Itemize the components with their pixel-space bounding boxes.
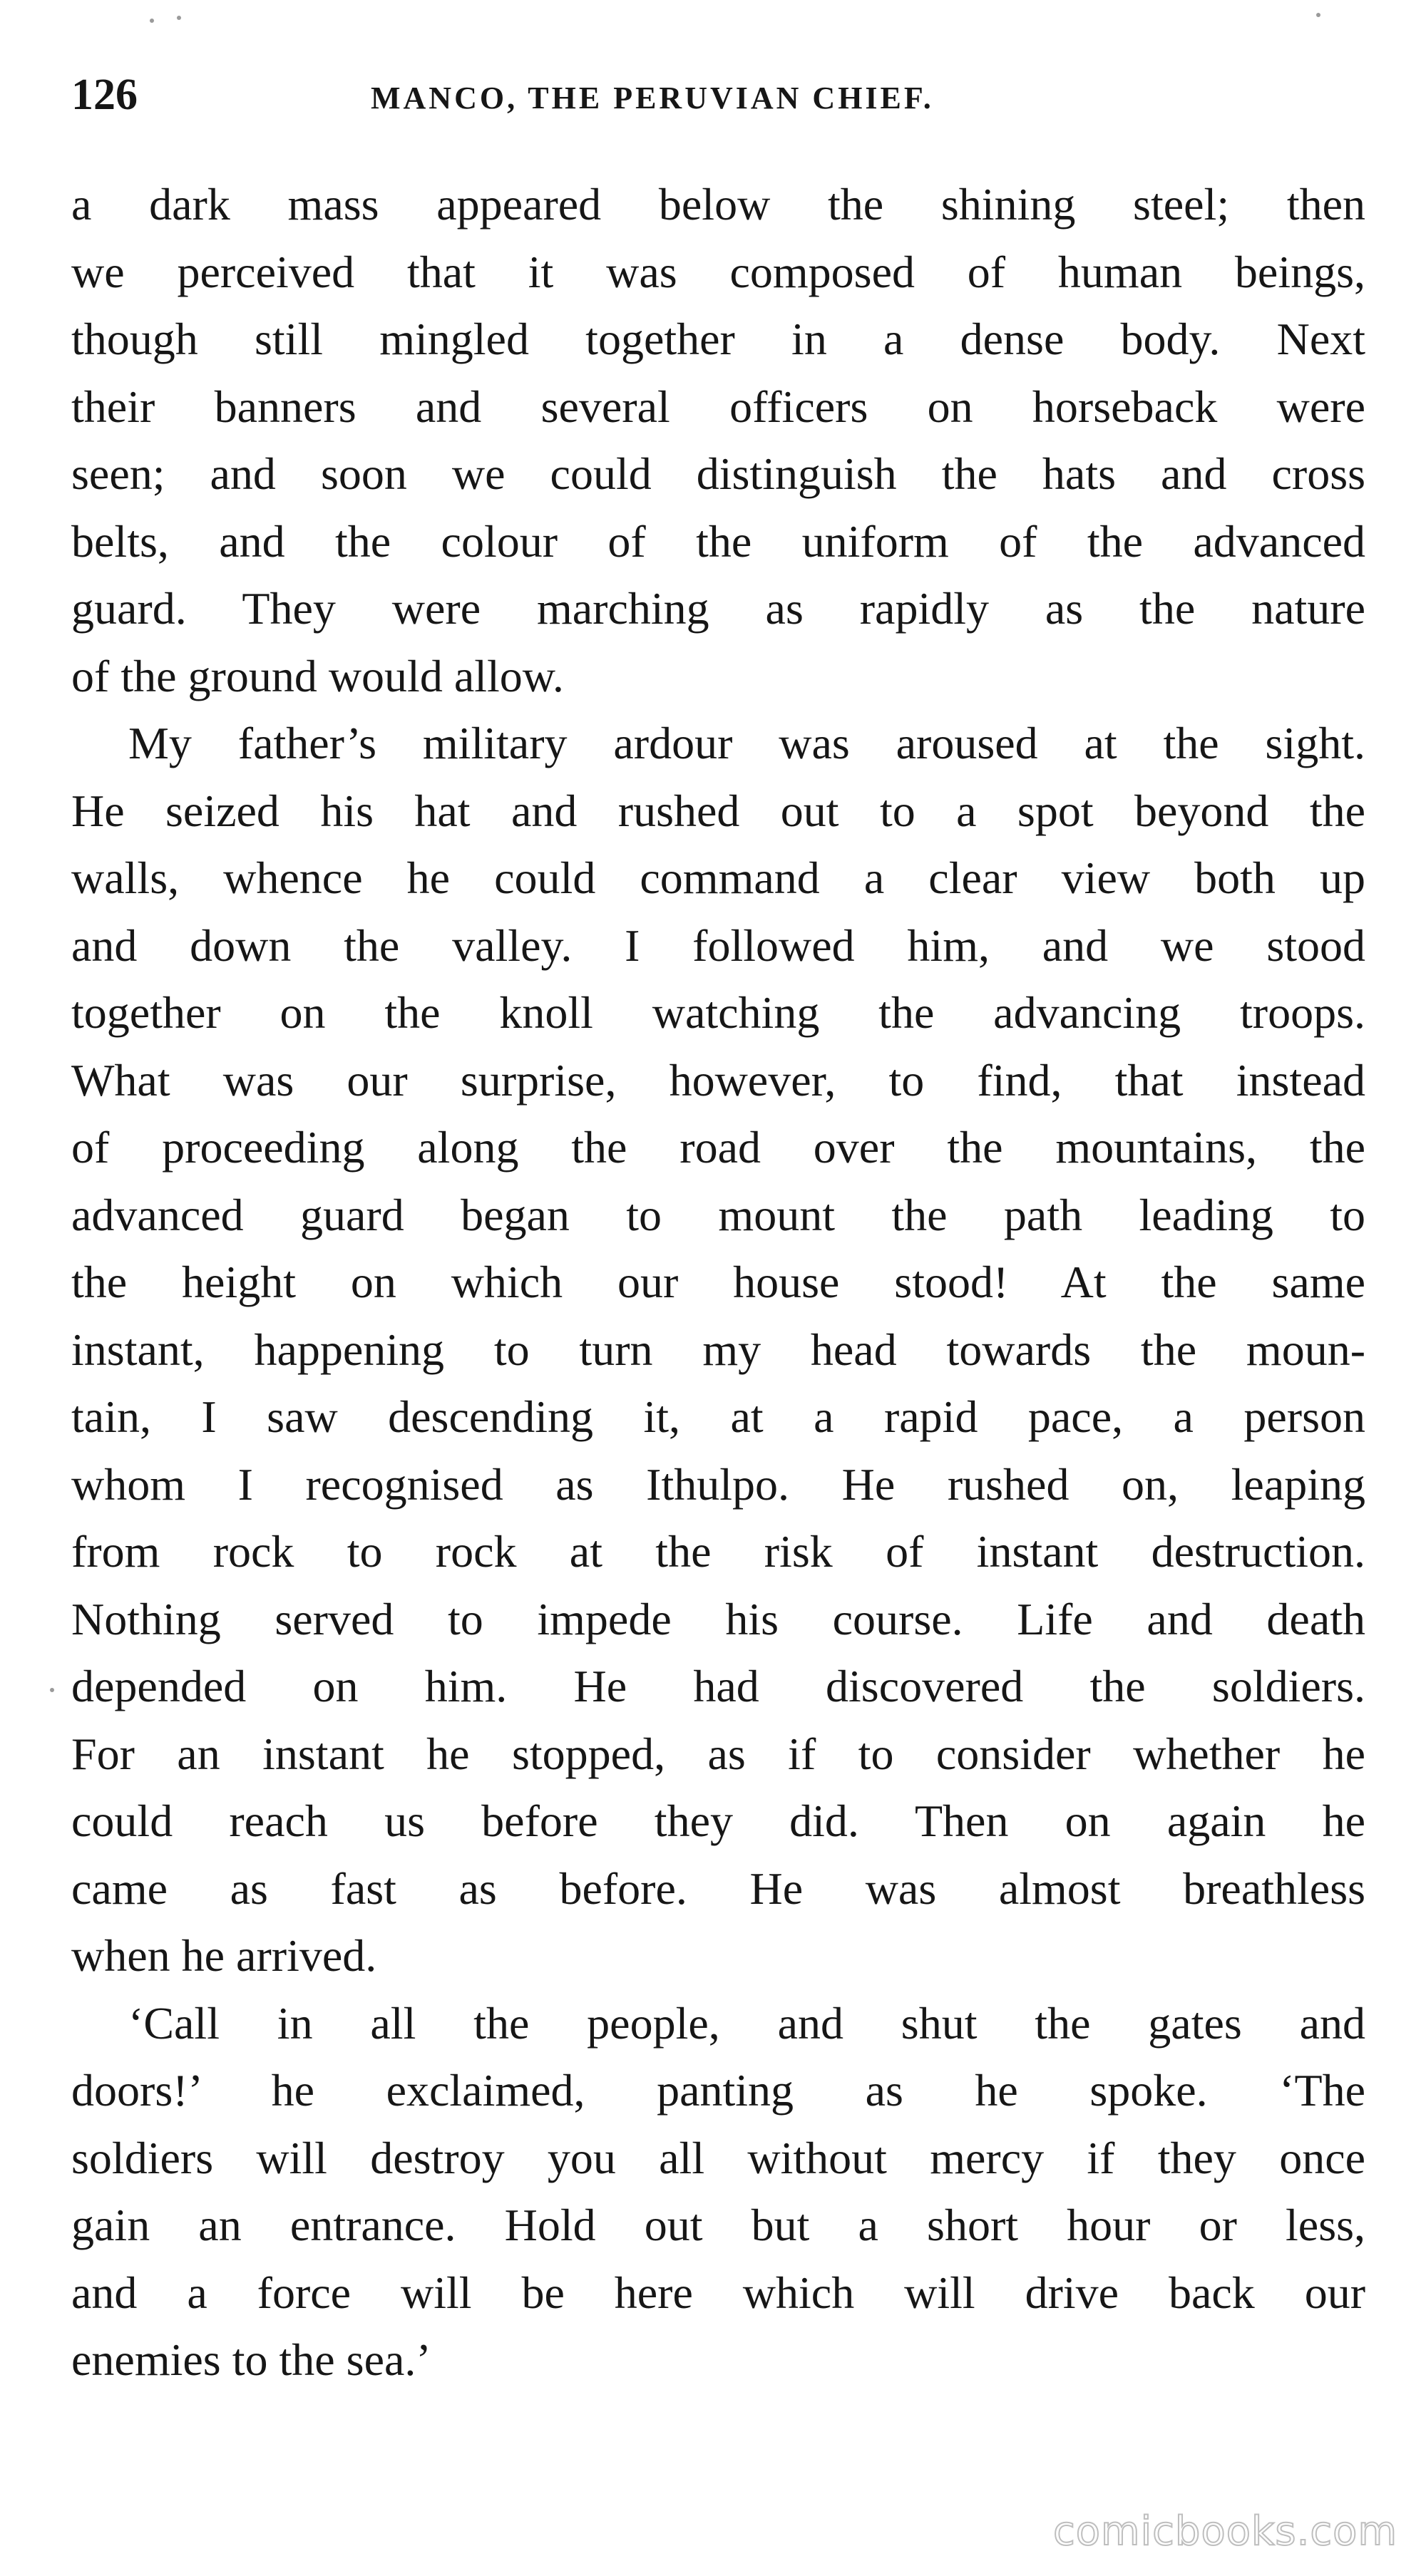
text-line: their banners and several officers on horseback were [71, 381, 1365, 432]
text-line: and down the valley. I followed him, and we stood [71, 919, 1365, 971]
text-line: from rock to rock at the risk of instant destruction. [71, 1526, 1365, 1577]
text-line: doors!’ he exclaimed, panting as he spoke. ‘The [71, 2065, 1365, 2116]
body-text [71, 171, 1365, 2394]
paragraph-2 [71, 710, 1365, 1990]
text-line: gain an entrance. Hold out but a short hour or less, [71, 2200, 1365, 2250]
text-line: together on the knoll watching the advancing troops. [71, 987, 1365, 1038]
text-line: enemies to the sea.’ [71, 2334, 431, 2385]
text-line: of the ground would allow. [71, 650, 564, 701]
text-line: ‘Call in all the people, and shut the gates and [128, 1997, 1365, 2049]
text-line: walls, whence he could command a clear view both up [71, 852, 1365, 903]
text-line: of proceeding along the road over the mountains, the [71, 1122, 1365, 1173]
print-speck [150, 19, 154, 23]
text-line: instant, happening to turn my head towards the moun- [71, 1324, 1365, 1375]
page-number: 126 [71, 71, 138, 119]
text-line: My father’s military ardour was aroused at the sight. [128, 718, 1365, 768]
text-line: could reach us before they did. Then on again he [71, 1796, 1365, 1846]
text-line: What was our surprise, however, to find, that instead [71, 1054, 1365, 1106]
text-line: For an instant he stopped, as if to consider whether he [71, 1728, 1365, 1779]
text-line: came as fast as before. He was almost breathless [71, 1863, 1365, 1914]
paragraph-3 [71, 1990, 1365, 2394]
text-line: tain, I saw descending it, at a rapid pace, a person [71, 1391, 1365, 1442]
text-line: a dark mass appeared below the shining steel; then [71, 179, 1365, 230]
text-line: advanced guard began to mount the path leading to [71, 1189, 1365, 1240]
print-speck [1316, 13, 1320, 17]
text-line: seen; and soon we could distinguish the hats and cross [71, 448, 1365, 499]
running-head [71, 63, 1362, 127]
text-line: the height on which our house stood! At the same [71, 1257, 1365, 1307]
print-speck [50, 1688, 54, 1692]
text-line: we perceived that it was composed of human beings, [71, 246, 1365, 297]
print-speck [177, 16, 181, 20]
text-line: when he arrived. [71, 1930, 377, 1981]
watermark: comicbooks.com [1052, 2508, 1397, 2555]
text-line: and a force will be here which will drive back our [71, 2267, 1365, 2318]
paragraph-1 [71, 171, 1365, 710]
text-line: depended on him. He had discovered the soldiers. [71, 1661, 1365, 1711]
running-title: MANCO, THE PERUVIAN CHIEF. [371, 81, 934, 115]
text-line: though still mingled together in a dense body. Next [71, 314, 1365, 364]
text-line: guard. They were marching as rapidly as the nature [71, 583, 1365, 634]
text-line: He seized his hat and rushed out to a spot beyond the [71, 785, 1365, 836]
text-line: belts, and the colour of the uniform of the advanced [71, 515, 1365, 567]
text-line: whom I recognised as Ithulpo. He rushed on, leaping [71, 1458, 1365, 1510]
text-line: Nothing served to impede his course. Life and death [71, 1593, 1365, 1644]
text-line: soldiers will destroy you all without mercy if they once [71, 2132, 1365, 2183]
